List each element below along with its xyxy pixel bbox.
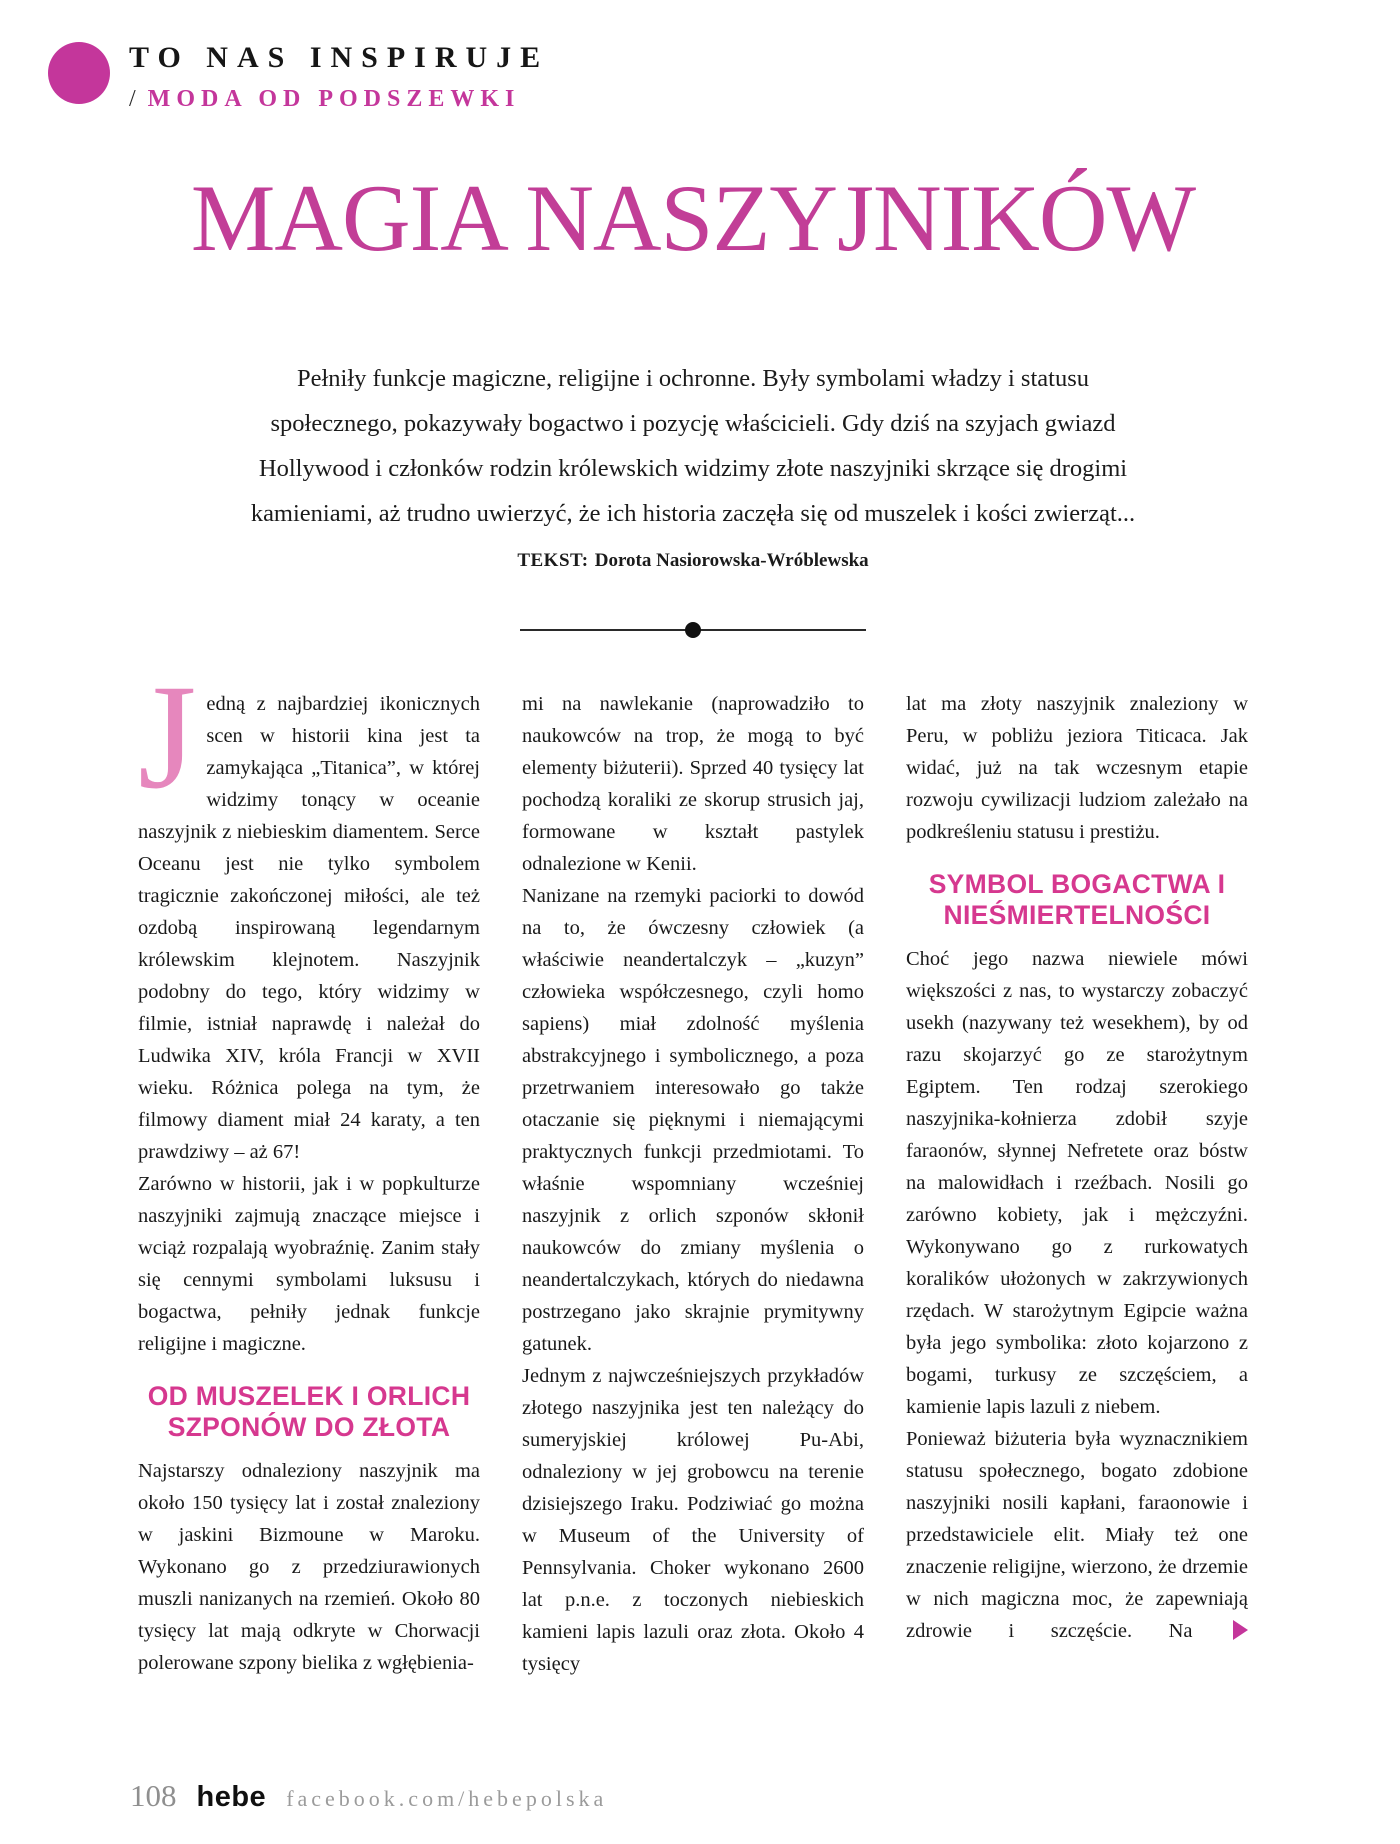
section-bullet-icon	[48, 42, 110, 104]
body-paragraph: Choć jego nazwa niewiele mówi większości z nas, to wystarczy zobaczyć usekh (nazywany też wesekhem), by od razu skojarzyć go ze starożytnym Egiptem. Ten rodzaj szerokiego naszyjnika-kołnierza zdobił szyje faraonów, słynnej Nefretete oraz bóstw na malowidłach i rzeźbach. Nosili go zarówno kobiety, jak i mężczyźni. Wykonywano go z rurkowatych koralików ułożonych w zakrzywionych rzędach. W starożytnym Egipcie ważna była jego symbolika: złoto kojarzono z bogami, turkusy ze szczęściem, a kamienie lapis lazuli z niebem.	[906, 948, 1248, 1418]
article-column-3	[906, 688, 1248, 1718]
page-number: 108	[130, 1778, 177, 1813]
body-paragraph	[138, 688, 480, 1168]
author-credit-name: Dorota Nasiorowska-Wróblewska	[594, 550, 869, 571]
kicker-slash: /	[129, 86, 142, 112]
brand-logo: hebe	[196, 1781, 267, 1813]
article-title: MAGIA NASZYJNIKÓW	[190, 165, 1196, 271]
page-footer	[130, 1778, 607, 1814]
continuation-arrow-icon	[1233, 1620, 1248, 1640]
author-credit-label: TEKST:	[517, 550, 589, 571]
section-heading-symbol-of-wealth: SYMBOL BOGACTWA I NIEŚMIERTELNOŚCI	[928, 869, 1226, 930]
drop-cap: J	[138, 688, 197, 820]
lead-paragraph	[235, 356, 1151, 583]
body-paragraph: Nanizane na rzemyki paciorki to dowód na to, że ówczesny człowiek (a właściwie neandertalczyk – „kuzyn” człowieka współczesnego, czyli homo sapiens) miał zdolność myślenia abstrakcyjnego i symbolicznego, a poza przetrwaniem interesowało go także otaczanie się pięknymi i niemającymi praktycznych funkcji przedmiotami. To właśnie wspomniany wcześniej naszyjnik z orlich szponów skłonił naukowców do zmiany myślenia o neandertalczykach, których do niedawna postrzegano jako skrajnie prymitywny gatunek.	[522, 885, 864, 1355]
article-column-1	[138, 688, 480, 1718]
section-divider	[520, 629, 866, 631]
lead-text: Pełniły funkcje magiczne, religijne i ochronne. Były symbolami władzy i statusu społecznego, pokazywały bogactwo i pozycję właścicieli. Gdy dziś na szyjach gwiazd Hollywood i członków rodzin królewskich widzimy złote naszyjniki skrzące się drogimi kamieniami, aż trudno uwierzyć, że ich historia zaczęła się od muszelek i kości zwierząt...	[250, 365, 1136, 527]
body-paragraph: Jednym z najwcześniejszych przykładów złotego naszyjnika jest ten należący do sumeryjskiej królowej Pu-Abi, odnaleziony w jej grobowcu na terenie dzisiejszego Iraku. Podziwiać go można w Museum of the University of Pennsylvania. Choker wykonano 2600 lat p.n.e. z toczonych niebieskich kamieni lapis lazuli oraz złota. Około 4 tysięcy	[522, 1365, 864, 1675]
article-column-2	[522, 688, 864, 1718]
section-title: TO NAS INSPIRUJE	[129, 41, 550, 74]
body-paragraph: mi na nawlekanie (naprowadziło to naukowców na trop, że mogą to być elementy biżuterii). Sprzed 40 tysięcy lat pochodzą koraliki ze skorup strusich jaj, formowane w kształt pastylek odnalezione w Kenii.	[522, 693, 864, 875]
body-paragraph: Najstarszy odnaleziony naszyjnik ma około 150 tysięcy lat i został znaleziony w jaskini Bizmoune w Maroku. Wykonano go z przedziurawionych muszli nanizanych na rzemień. Około 80 tysięcy lat mają odkryte w Chorwacji polerowane szpony bielika z wgłębienia-	[138, 1460, 480, 1674]
paragraph-text: Ponieważ biżuteria była wyznacznikiem statusu społecznego, bogato zdobione naszyjniki nosili kapłani, faraonowie i przedstawiciele elit. Miały też one znaczenie religijne, wierzono, że drzemie w nich magiczna moc, że zapewniają zdrowie i szczęście. Na	[906, 1428, 1248, 1642]
body-columns	[138, 688, 1248, 1718]
divider-dot-icon	[685, 622, 701, 638]
section-heading-shells-to-gold: OD MUSZELEK I ORLICH SZPONÓW DO ZŁOTA	[147, 1381, 471, 1442]
social-handle: facebook.com/hebepolska	[286, 1786, 608, 1811]
body-paragraph: Zarówno w historii, jak i w popkulturze naszyjniki zajmują znaczące miejsce i wciąż rozpalają wyobraźnię. Zanim stały się cennymi symbolami luksusu i bogactwa, pełniły jednak funkcje religijne i magiczne.	[138, 1173, 480, 1355]
paragraph-text: edną z najbardziej ikonicznych scen w historii kina jest ta zamykająca „Titanica”, w której widzimy tonący w oceanie naszyjnik z niebieskim diamentem. Serce Oceanu jest nie tylko symbolem tragicznie zakończonej miłości, ale też ozdobą inspirowaną legendarnym królewskim klejnotem. Naszyjnik podobny do tego, który widzimy w filmie, istniał naprawdę i należał do Ludwika XIV, króla Francji w XVII wieku. Różnica polega na tym, że filmowy diament miał 24 karaty, a ten prawdziwy – aż 67!	[138, 693, 480, 1163]
body-paragraph	[906, 1423, 1248, 1647]
subsection-label: MODA OD PODSZEWKI	[147, 86, 521, 112]
body-paragraph: lat ma złoty naszyjnik znaleziony w Peru, w pobliżu jeziora Titicaca. Jak widać, już na tak wczesnym etapie rozwoju cywilizacji ludziom zależało na podkreśleniu statusu i prestiżu.	[906, 693, 1248, 843]
article-content	[138, 0, 1248, 1718]
